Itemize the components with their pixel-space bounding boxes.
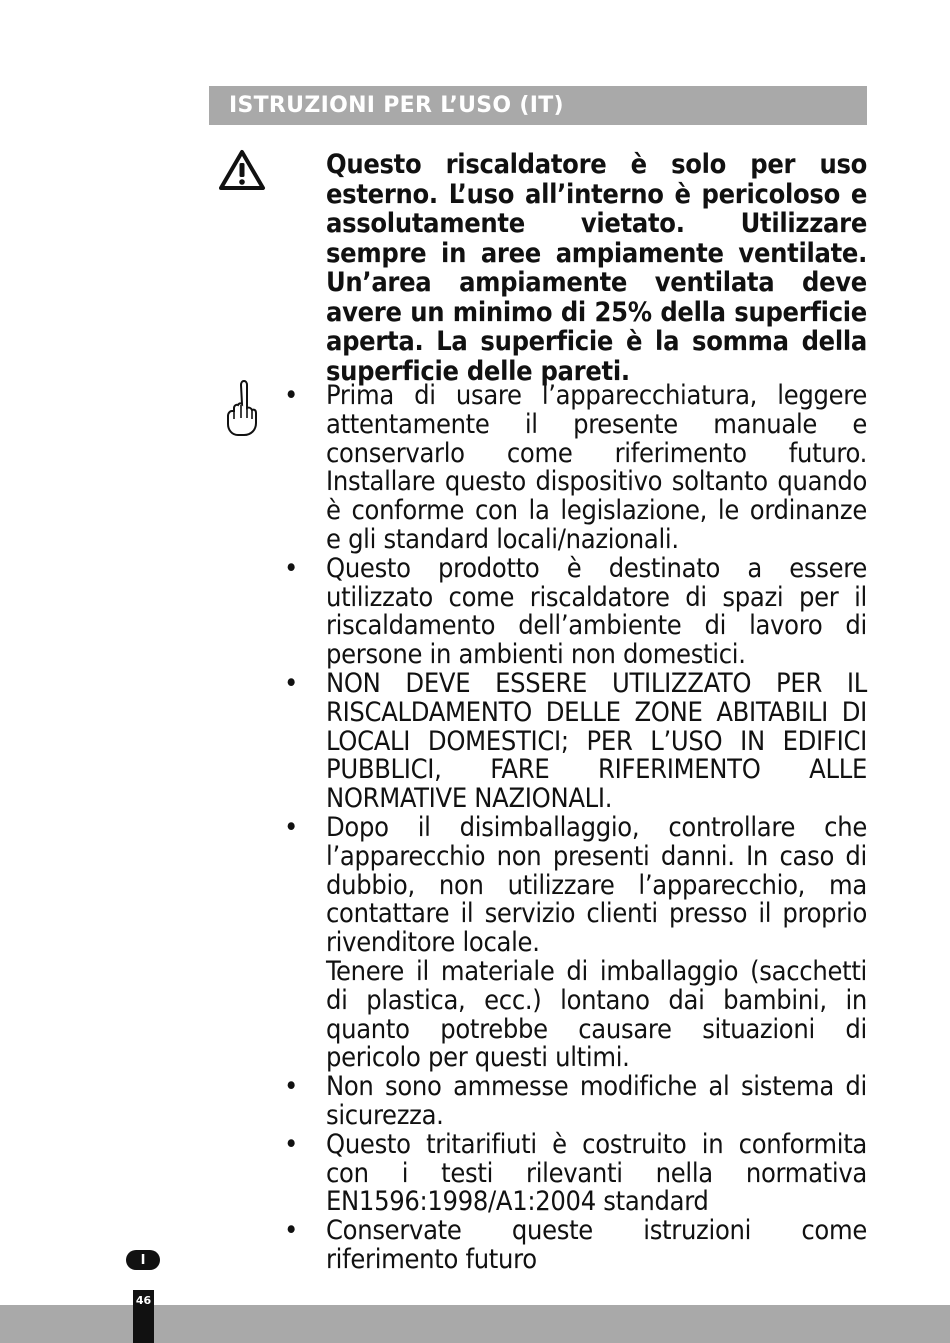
page-number: 46 [135,1294,152,1307]
language-badge: I [126,1250,160,1270]
warning-triangle-icon [218,148,266,192]
list-item-text: • Conservate queste istruzioni come riferimento futuro [326,1215,867,1275]
list-item-text: • NON DEVE ESSERE UTILIZZATO PER IL RISCALDAMENTO DELLE ZONE ABITABILI DI LOCALI DOMESTICI; PER L’USO IN EDIFICI PUBBLICI, FARE RIFERIMENTO ALLE NORMATIVE NAZIONALI. [326,667,867,815]
list-item [284,552,867,671]
list-item [284,1073,867,1131]
list-item-text: • Questo tritarifiuti è costruito in conformita con i testi rilevanti nella normativa EN1596:1998/A1:2004 standard [326,1128,867,1218]
list-item [284,1128,867,1218]
section-title: ISTRUZIONI PER L’USO (IT) [229,93,564,118]
list-item-text-continued: Tenere il materiale di imballaggio (sacchetti di plastica, ecc.) lontano dai bambini, in quanto potrebbe causare situazioni di pericolo per questi ultimi. [326,955,867,1074]
list-item-text: • Prima di usare l’apparecchiatura, leggere attentamente il presente manuale e conservarlo come riferimento futuro. Installare questo dispositivo soltanto quando è conforme con la legislazione, le ordinanze e gli standard locali/nazionali. [326,380,867,555]
safety-warning-text: Questo riscaldatore è solo per uso esterno. L’uso all’interno è pericoloso e assolutamente vietato. Utilizzare sempre in aree ampiamente ventilate. Un’area ampiamente ventilata deve avere un minimo di 25% della superficie aperta. La superficie è la somma della superficie delle pareti. [326,149,867,387]
list-item [284,811,867,1074]
list-item-text: • Dopo il disimballaggio, controllare che l’apparecchio non presenti danni. In caso di dubbio, non utilizzare l’apparecchio, ma contattare il servizio clienti presso il proprio rivenditore locale. [326,811,867,959]
list-item-text: • Questo prodotto è destinato a essere utilizzato come riscaldatore di spazi per il riscaldamento dell’ambiente di lavoro di persone in ambienti non domestici. [326,552,867,671]
section-header-bar [209,86,867,125]
instruction-list [284,382,867,1275]
list-item-text: • Non sono ammesse modifiche al sistema di sicurezza. [326,1071,867,1131]
list-item [284,1217,867,1275]
list-item [284,382,867,555]
pointing-hand-icon [224,378,260,438]
list-item [284,667,867,815]
